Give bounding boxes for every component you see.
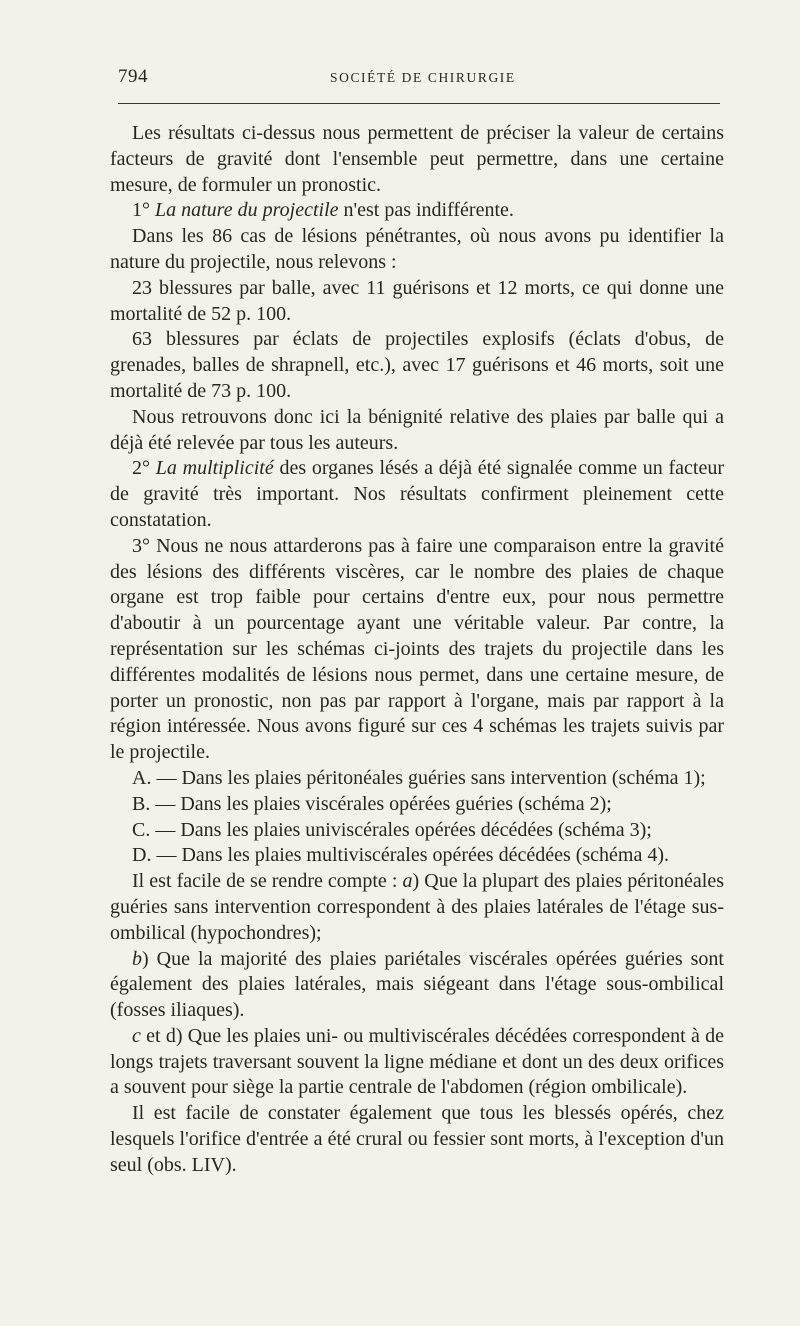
paragraph xyxy=(110,1024,724,1101)
paragraph xyxy=(110,818,724,844)
paragraph-text: 63 blessures par éclats de projectiles explosifs (éclats d'obus, de grenades, balles de shrapnell, etc.), avec 17 guérisons et 46 morts, soit une mortalité de 73 p. 100. xyxy=(110,328,724,402)
header-rule xyxy=(118,103,720,104)
paragraph-text: n'est pas indifférente. xyxy=(338,199,514,222)
paragraph-text: Dans les 86 cas de lésions pénétrantes, où nous avons pu identifier la nature du projectile, nous relevons : xyxy=(110,225,724,273)
paragraph-prefix: Il est facile de se rendre compte : xyxy=(132,870,403,893)
running-head xyxy=(118,66,722,94)
paragraph xyxy=(110,534,724,766)
paragraph xyxy=(110,947,724,1024)
paragraph xyxy=(110,327,724,404)
paragraph xyxy=(110,843,724,869)
paragraph xyxy=(110,198,724,224)
paragraph-italic: c xyxy=(132,1024,141,1047)
paragraph xyxy=(110,456,724,533)
paragraph-prefix: 1° xyxy=(132,199,155,222)
paragraph xyxy=(110,121,724,198)
paragraph-italic: b xyxy=(132,947,142,970)
paragraph-text: ) Que la plupart des plaies péritonéales guéries sans intervention correspondent à des plaies latérales de l'étage sus-ombilical (hypochondres); xyxy=(110,870,725,944)
paragraph-italic: La nature du projectile xyxy=(155,199,339,222)
paragraph xyxy=(110,766,724,792)
paragraph xyxy=(110,792,724,818)
paragraph xyxy=(110,276,724,328)
paragraph-italic: a xyxy=(402,870,413,893)
paragraph-text: Nous retrouvons donc ici la bénignité relative des plaies par balle qui a déjà été relevée par tous les auteurs. xyxy=(110,405,724,454)
paragraph-text: C. — Dans les plaies univiscérales opérées décédées (schéma 3); xyxy=(132,818,652,841)
paragraph xyxy=(110,224,724,276)
paragraph-prefix: 2° xyxy=(132,457,156,480)
paragraph xyxy=(110,1101,724,1178)
paragraph-text: et d) Que les plaies uni- ou multiviscérales décédées correspondent à de longs trajets traversant souvent la ligne médiane et dont un des deux orifices a souvent pour siège la partie centrale de l'abdomen (région ombilicale). xyxy=(110,1024,724,1099)
paragraph-text: Il est facile de constater également que tous les blessés opérés, chez lesquels l'orifice d'entrée a été crural ou fessier sont morts, à l'exception d'un seul (obs. LIV). xyxy=(110,1102,724,1176)
paragraph-text: A. — Dans les plaies péritonéales guéries sans intervention (schéma 1); xyxy=(132,766,706,789)
paragraph-text: des organes lésés a déjà été signalée comme un facteur de gravité très important. Nos résultats confirment pleinement cette constatation. xyxy=(110,457,724,531)
page-number: 794 xyxy=(118,66,148,87)
paragraph-text: B. — Dans les plaies viscérales opérées guéries (schéma 2); xyxy=(132,792,612,815)
paragraph-text: D. — Dans les plaies multiviscérales opérées décédées (schéma 4). xyxy=(132,844,670,867)
paragraph-text: 23 blessures par balle, avec 11 guérisons et 12 morts, ce qui donne une mortalité de 52 p. 100. xyxy=(110,276,724,325)
body-text xyxy=(110,121,724,1179)
paragraph-italic: La multiplicité xyxy=(155,457,274,480)
paragraph xyxy=(110,405,724,457)
paragraph-text: Les résultats ci-dessus nous permettent de préciser la valeur de certains facteurs de gravité dont l'ensemble peut permettre, dans une certaine mesure, de formuler un pronostic. xyxy=(110,122,724,196)
paragraph xyxy=(110,869,724,946)
journal-title: SOCIÉTÉ DE CHIRURGIE xyxy=(330,70,516,85)
paragraph-text: ) Que la majorité des plaies pariétales viscérales opérées guéries sont également des plaies latérales, mais siégeant dans l'étage sous-ombilical (fosses iliaques). xyxy=(110,947,724,1022)
paragraph-text: 3° Nous ne nous attarderons pas à faire une comparaison entre la gravité des lésions des différents viscères, car le nombre des plaies de chaque organe est trop faible pour certains d'entre eux, pour nous permettre d'aboutir à un pourcentage ayant une véritable valeur. Par contre, la représentation sur les schémas ci-joints des trajets du projectile dans les différentes modalités de lésions nous permet, dans une certaine mesure, de porter un pronostic, non pas par rapport à l'organe, mais par rapport à la région intéressée. Nous avons figuré sur ces 4 schémas les trajets suivis par le projectile. xyxy=(110,534,724,764)
